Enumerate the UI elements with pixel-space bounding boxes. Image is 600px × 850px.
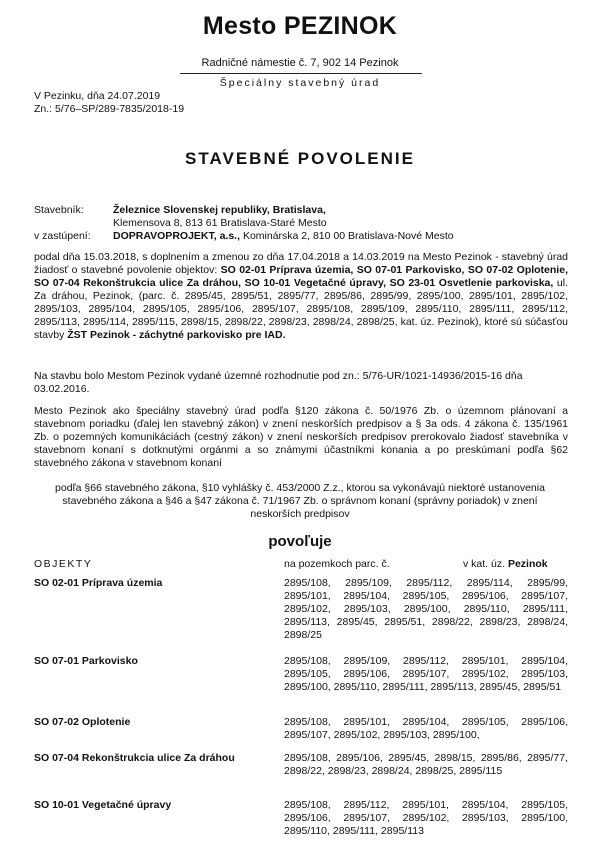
column-cadastral-area xyxy=(463,558,548,570)
column-objects: OBJEKTY xyxy=(34,558,93,570)
place-date: V Pezinku, dňa 24.07.2019 xyxy=(34,90,161,102)
object-parcels: 2895/108, 2895/106, 2895/45, 2898/15, 2895/86, 2895/77, 2898/22, 2898/23, 2898/24, 2898/25, 2895/115 xyxy=(284,752,568,777)
builder-name: Železnice Slovenskej republiky, Bratislava, xyxy=(113,204,326,216)
project-name: ŽST Pezinok - záchytné parkovisko pre IAD. xyxy=(67,329,286,341)
object-name: SO 07-02 Oplotenie xyxy=(34,716,131,728)
object-name: SO 02-01 Príprava územia xyxy=(34,577,163,589)
verdict: povoľuje xyxy=(268,533,332,550)
document-title: STAVEBNÉ POVOLENIE xyxy=(185,149,415,168)
file-number: Zn.: 5/76–SP/289-7835/2018-19 xyxy=(34,103,185,115)
header-divider xyxy=(180,73,422,74)
builder-label: Stavebník: xyxy=(34,204,84,216)
authority-paragraph: Mesto Pezinok ako špeciálny stavebný úrad podľa §120 zákona č. 50/1976 Zb. o územnom plánovaní a stavebnom poriadku (ďalej len stavebný zákon) v znení neskorších predpisov a § 3a ods. 4 zákona č. 135/1961 Zb. o pozemných komunikáciách (cestný zákon) v znení neskorších predpisov prerokovalo žiadosť stavebníka v stavebnom konaní s dotknutými orgánmi a so známymi účastníkmi konania a po preskúmaní podľa §62 stavebného zákona v stavebnom konaní xyxy=(34,405,568,469)
office-name: Špeciálny stavebný úrad xyxy=(219,77,381,89)
object-parcels: 2895/108, 2895/101, 2895/104, 2895/105, 2895/106, 2895/107, 2895/102, 2895/103, 2895/100, xyxy=(284,716,568,741)
application-paragraph xyxy=(34,251,568,342)
city-address: Radničné námestie č. 7, 902 14 Pezinok xyxy=(201,57,399,69)
builder-address: Klemensova 8, 813 61 Bratislava-Staré Mesto xyxy=(113,217,327,229)
application-intro: podal dňa 15.03.2018, s doplnením a zmenou zo dňa 17.04.2018 a 14.03.2019 na Mesto Pezinok - stavebný úrad žiadosť o stavebné povolenie objektov: xyxy=(34,251,568,276)
representative-label: v zastúpení: xyxy=(34,230,91,242)
city-title: Mesto PEZINOK xyxy=(202,12,398,40)
cadastral-area-prefix: v kat. úz. xyxy=(463,558,506,570)
object-parcels: 2895/108, 2895/109, 2895/112, 2895/101, 2895/104, 2895/105, 2895/106, 2895/107, 2895/102, 2895/103, 2895/100, 2895/110, 2895/111, 2895/113, 2895/45, 2895/51 xyxy=(284,655,568,693)
object-parcels: 2895/108, 2895/109, 2895/112, 2895/114, 2895/99, 2895/101, 2895/104, 2895/105, 2895/106, 2895/107, 2895/102, 2895/103, 2895/100, 2895/110, 2895/111, 2895/113, 2895/45, 2895/51, 2898/22, 2898/23, 2898/24, 2898/25 xyxy=(284,577,568,641)
representative-name: DOPRAVOPROJEKT, a.s., xyxy=(113,230,241,242)
application-objects: SO 02-01 Príprava územia, SO 07-01 Parkovisko, SO 07-02 Oplotenie, SO 07-04 Rekonštrukcia ulice Za dráhou, SO 10-01 Vegetačné úpravy, SO 23-01 Osvetlenie parkoviska, xyxy=(34,264,568,289)
application-parcels: ul. Za dráhou, Pezinok, (parc. č. 2895/45, 2895/51, 2895/77, 2895/86, 2895/99, 2895/100, 2895/101, 2895/102, 2895/103, 2895/104, 2895/105, 2895/106, 2895/107, 2895/108, 2895/109, 2895/110, 2895/111, 2895/112, 2895/113, 2895/114, 2895/115, 2898/15, 2898/22, 2898/23, 2898/24, 2898/25, kat. úz. Pezinok), ktoré sú súčasťou stavby xyxy=(34,277,568,341)
legal-basis-paragraph: podľa §66 stavebného zákona, §10 vyhlášky č. 453/2000 Z.z., ktorou sa vykonávajú niektoré ustanovenia stavebného zákona a §46 a §47 zákona č. 71/1967 Zb. o správnom konaní (správny poriadok) v znení neskorších predpisov xyxy=(55,482,545,520)
object-name: SO 10-01 Vegetačné úpravy xyxy=(34,799,172,811)
object-name: SO 07-04 Rekonštrukcia ulice Za dráhou xyxy=(34,752,235,764)
representative-line xyxy=(113,230,454,243)
object-parcels: 2895/108, 2895/112, 2895/101, 2895/104, 2895/105, 2895/106, 2895/107, 2895/102, 2895/103, 2895/100, 2895/110, 2895/111, 2895/113 xyxy=(284,799,568,837)
zoning-decision-paragraph: Na stavbu bolo Mestom Pezinok vydané územné rozhodnutie pod zn.: 5/76-UR/1021-14936/2015-16 dňa 03.02.2016. xyxy=(34,370,523,395)
representative-address: Kominárska 2, 810 00 Bratislava-Nové Mesto xyxy=(242,230,454,242)
cadastral-area-name: Pezinok xyxy=(507,558,548,570)
column-parcels: na pozemkoch parc. č. xyxy=(284,558,390,570)
object-name: SO 07-01 Parkovisko xyxy=(34,655,138,667)
